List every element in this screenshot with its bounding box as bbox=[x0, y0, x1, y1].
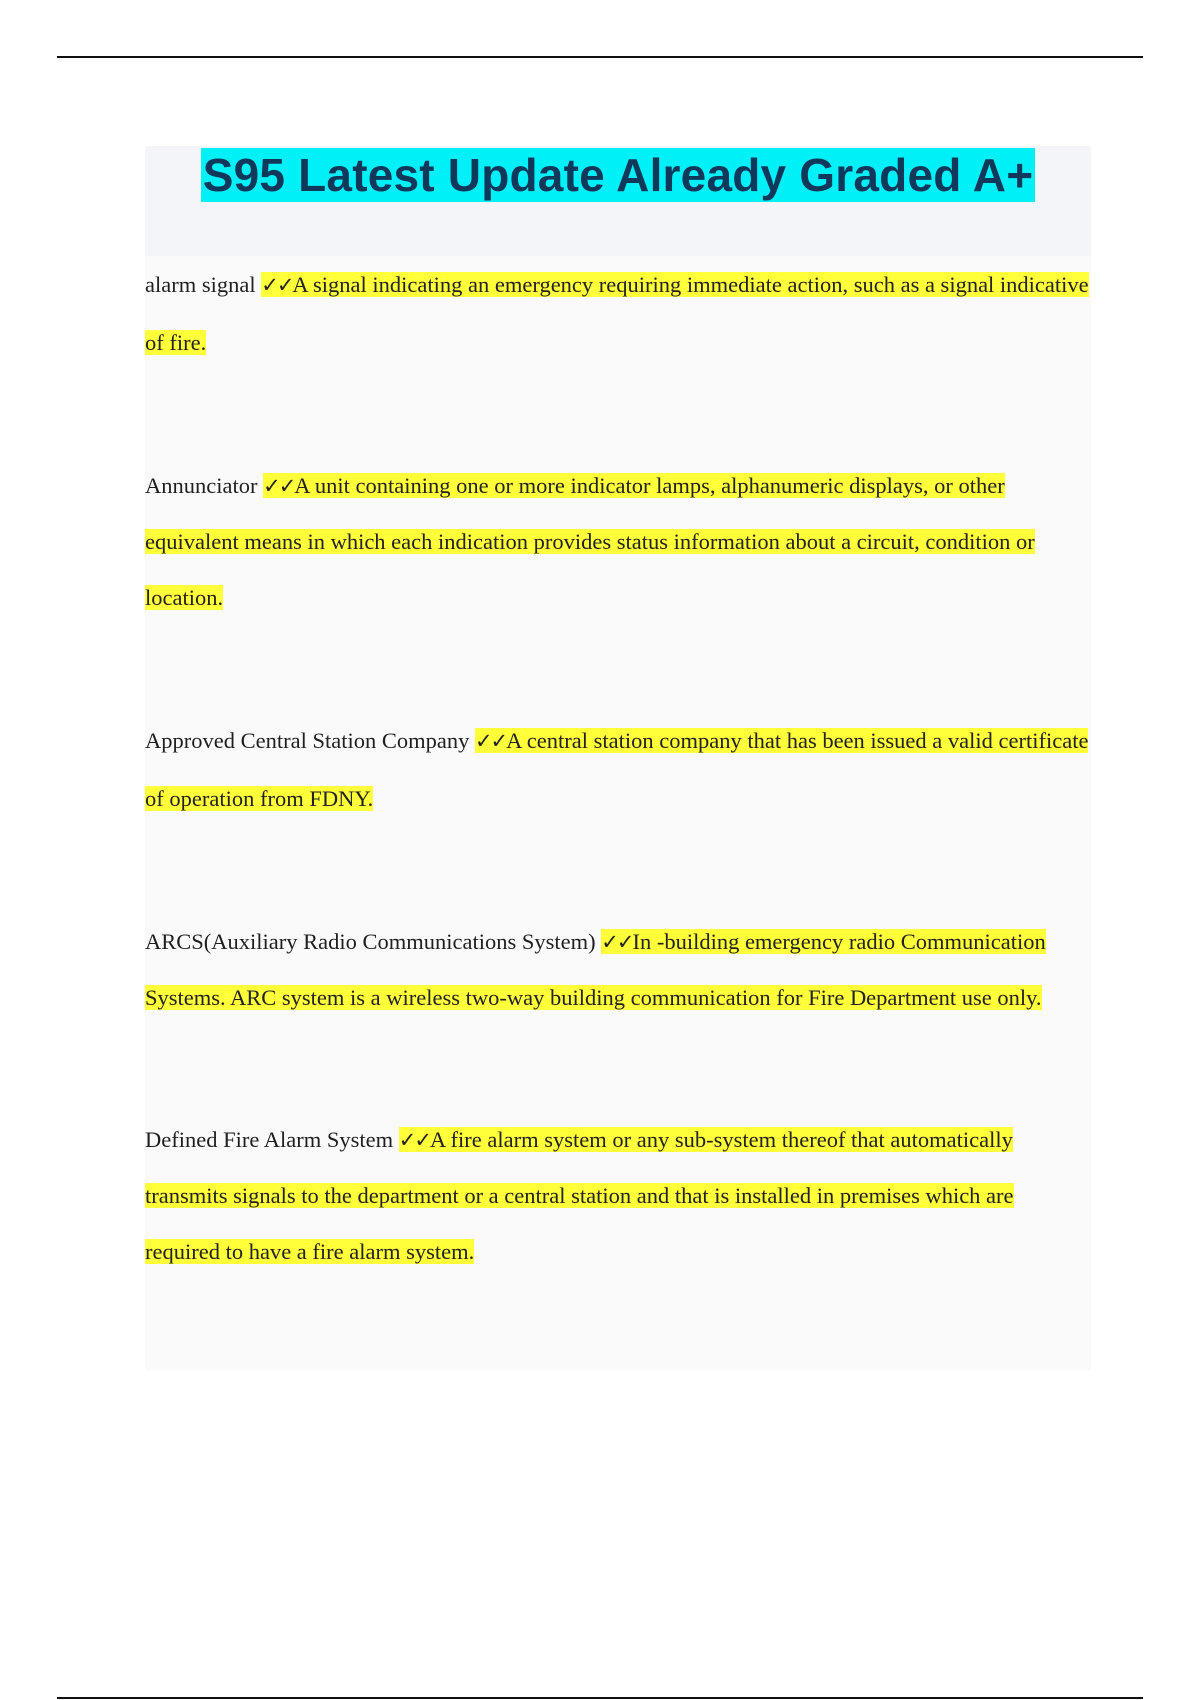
glossary-term: Approved Central Station Company bbox=[145, 728, 470, 753]
footer-rule bbox=[57, 1697, 1143, 1699]
glossary-term: alarm signal bbox=[145, 272, 256, 297]
double-check-icon: ✓✓ bbox=[601, 930, 633, 954]
glossary-definition: A central station company that has been issued a valid certificate of operation from FDNY. bbox=[145, 728, 1089, 811]
header-rule bbox=[57, 56, 1143, 58]
glossary-list bbox=[145, 256, 1091, 1370]
glossary-entry bbox=[145, 256, 1090, 372]
glossary-definition: A unit containing one or more indicator lamps, alphanumeric displays, or other equivalent means in which each indication provides status information about a circuit, condition or location. bbox=[145, 473, 1035, 610]
glossary-term: Defined Fire Alarm System bbox=[145, 1127, 394, 1152]
glossary-entry bbox=[145, 914, 1090, 1026]
glossary-entry bbox=[145, 712, 1090, 828]
title-band bbox=[145, 146, 1091, 256]
glossary-term: Annunciator bbox=[145, 473, 258, 498]
double-check-icon: ✓✓ bbox=[398, 1128, 430, 1152]
double-check-icon: ✓✓ bbox=[263, 474, 295, 498]
glossary-entry bbox=[145, 458, 1090, 626]
document-title: S95 Latest Update Already Graded A+ bbox=[202, 149, 1034, 201]
double-check-icon: ✓✓ bbox=[474, 729, 507, 753]
glossary-term: ARCS(Auxiliary Radio Communications System) bbox=[145, 929, 596, 954]
glossary-entry bbox=[145, 1112, 1090, 1280]
glossary-definition-highlight bbox=[145, 272, 1089, 355]
glossary-definition-highlight bbox=[145, 473, 1035, 610]
glossary-definition: In -building emergency radio Communication Systems. ARC system is a wireless two-way building communication for Fire Department use only. bbox=[145, 929, 1046, 1010]
double-check-icon: ✓✓ bbox=[261, 273, 293, 297]
glossary-definition: A fire alarm system or any sub-system thereof that automatically transmits signals to the department or a central station and that is installed in premises which are required to have a fire alarm system. bbox=[145, 1127, 1014, 1264]
document-page bbox=[145, 146, 1091, 1370]
glossary-definition: A signal indicating an emergency requiring immediate action, such as a signal indicative of fire. bbox=[145, 272, 1089, 355]
